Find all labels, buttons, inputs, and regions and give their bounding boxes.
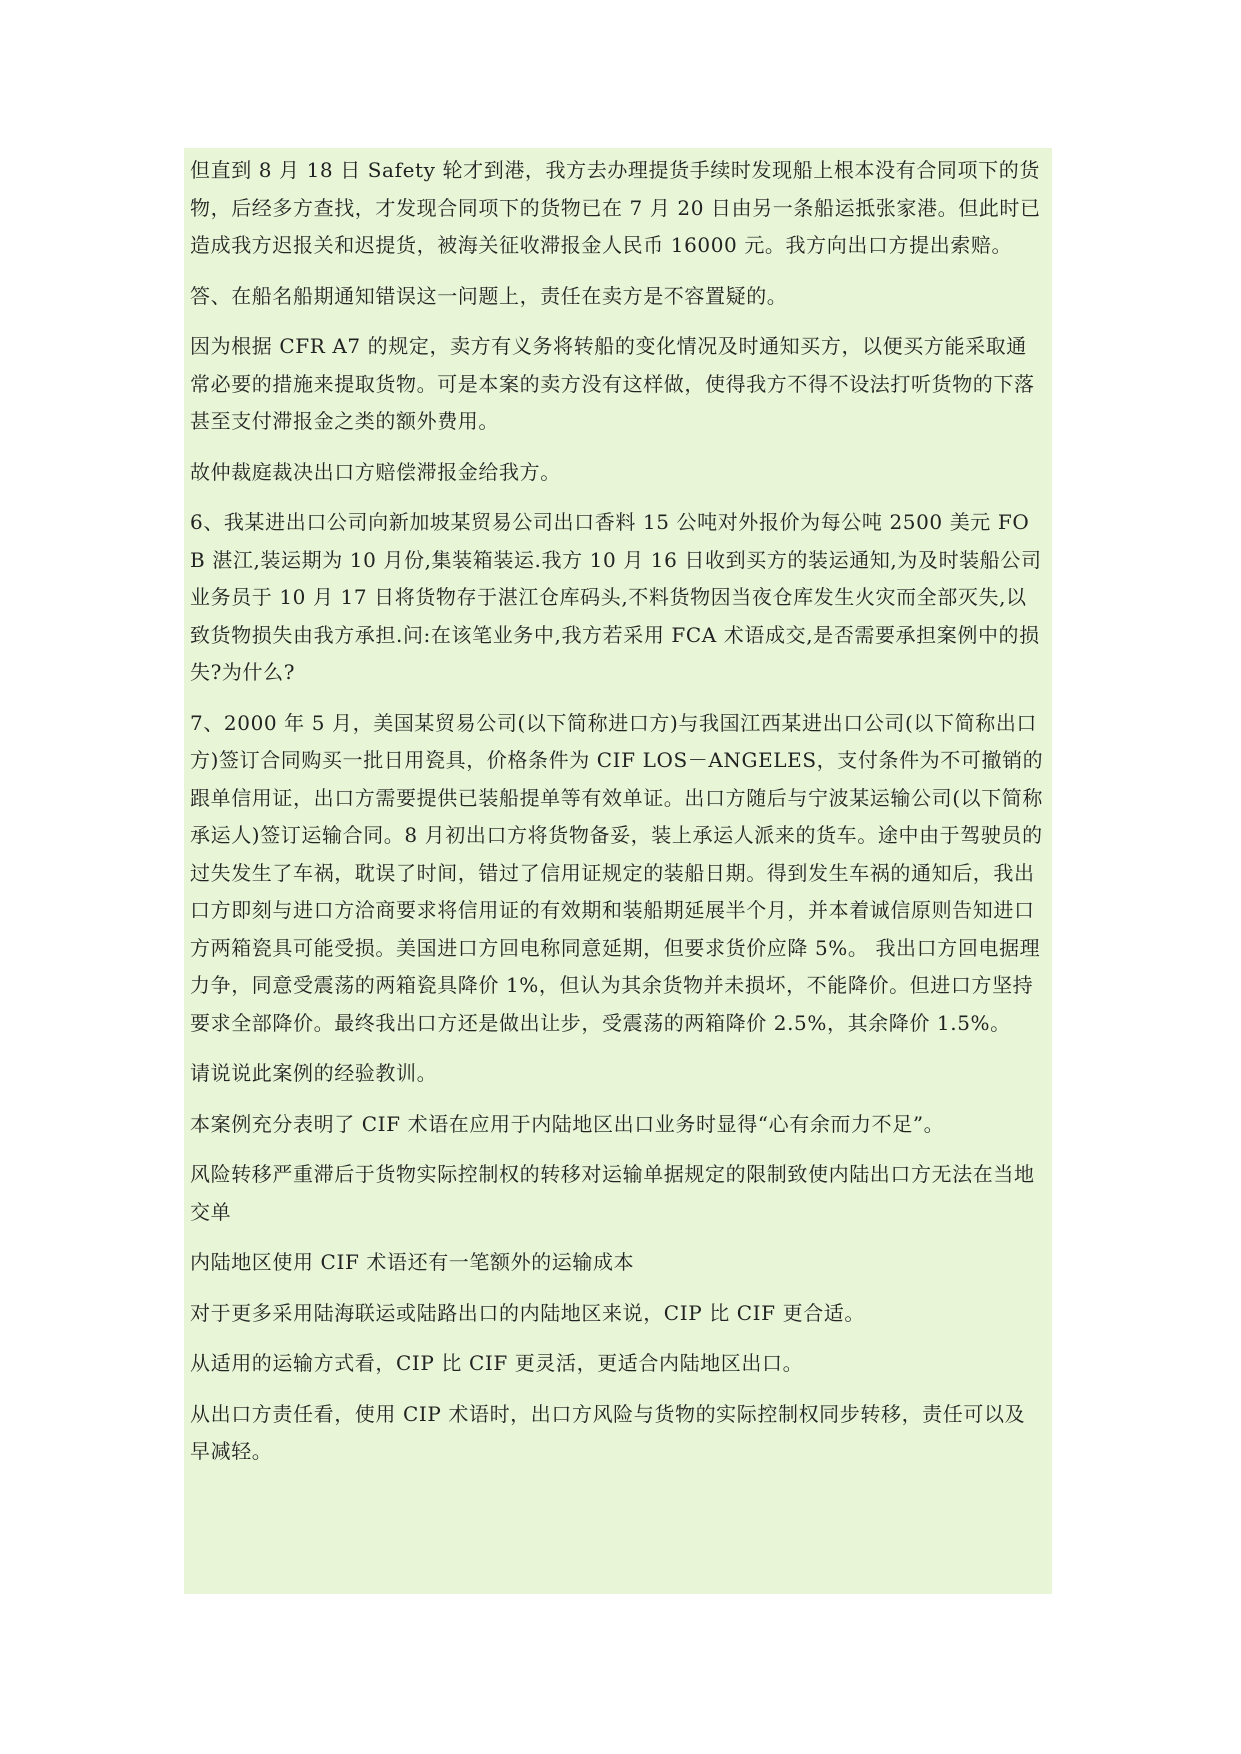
- paragraph-ruling: 故仲裁庭裁决出口方赔偿滞报金给我方。: [190, 459, 561, 484]
- paragraph-reason: 因为根据 CFR A7 的规定，卖方有义务将转船的变化情况及时通知买方，以便买方能采取通常必要的措施来提取货物。可是本案的卖方没有这样做，使得我方不得不设法打听货物的下落甚至支付滞报金之类的额外费用。: [190, 334, 1035, 433]
- paragraph-point-responsibility: 从出口方责任看，使用 CIP 术语时，出口方风险与货物的实际控制权同步转移，责任可以及早减轻。: [190, 1401, 1026, 1463]
- paragraph-case-continuation: 但直到 8 月 18 日 Safety 轮才到港，我方去办理提货手续时发现船上根本没有合同项下的货物，后经多方查找，才发现合同项下的货物已在 7 月 20 日由另一条船运抵张家港。但此时已造成我方迟报关和迟提货，被海关征收滞报金人民币 16000 元。我方向出口方提出索赔。: [190, 158, 1041, 257]
- paragraph-conclusion: 本案例充分表明了 CIF 术语在应用于内陆地区出口业务时显得“心有余而力不足”。: [190, 1111, 945, 1136]
- paragraph-point-cip-suitable: 对于更多采用陆海联运或陆路出口的内陆地区来说，CIP 比 CIF 更合适。: [190, 1300, 866, 1325]
- paragraph-answer: 答、在船名船期通知错误这一问题上，责任在卖方是不容置疑的。: [190, 283, 788, 308]
- paragraph-point-cost: 内陆地区使用 CIF 术语还有一笔额外的运输成本: [190, 1250, 635, 1274]
- paragraph-case-6: 6、我某进出口公司向新加坡某贸易公司出口香料 15 公吨对外报价为每公吨 2500 美元 FOB 湛江,装运期为 10 月份,集装箱装运.我方 10 月 16 日收到买方的装运通知,为及时装船公司业务员于 10 月 17 日将货物存于湛江仓库码头,不料货物因当夜仓库发生火灾而全部灭失,以致货物损失由我方承担.问:在该笔业务中,我方若采用 FCA 术语成交,是否需要承担案例中的损失?为什么?: [190, 510, 1042, 684]
- paragraph-point-transport: 从适用的运输方式看，CIP 比 CIF 更灵活，更适合内陆地区出口。: [190, 1351, 804, 1375]
- paragraph-question: 请说说此案例的经验教训。: [190, 1061, 438, 1085]
- highlighted-content-block: [184, 148, 1052, 1594]
- paragraph-case-7: 7、2000 年 5 月，美国某贸易公司(以下简称进口方)与我国江西某进出口公司(以下简称出口方)签订合同购买一批日用瓷具，价格条件为 CIF LOS－ANGELES，支付条件为不可撤销的跟单信用证，出口方需要提供已装船提单等有效单证。出口方随后与宁波某运输公司(以下简称承运人)签订运输合同。8 月初出口方将货物备妥，装上承运人派来的货车。途中由于驾驶员的过失发生了车祸，耽误了时间，错过了信用证规定的装船日期。得到发生车祸的通知后，我出口方即刻与进口方洽商要求将信用证的有效期和装船期延展半个月，并本着诚信原则告知进口方两箱瓷具可能受损。美国进口方回电称同意延期，但要求货价应降 5%。 我出口方回电据理力争，同意受震荡的两箱瓷具降价 1%，但认为其余货物并未损坏，不能降价。但进口方坚持要求全部降价。最终我出口方还是做出让步，受震荡的两箱降价 2.5%，其余降价 1.5%。: [190, 710, 1044, 1035]
- paragraph-point-risk: 风险转移严重滞后于货物实际控制权的转移对运输单据规定的限制致使内陆出口方无法在当地交单: [190, 1162, 1035, 1224]
